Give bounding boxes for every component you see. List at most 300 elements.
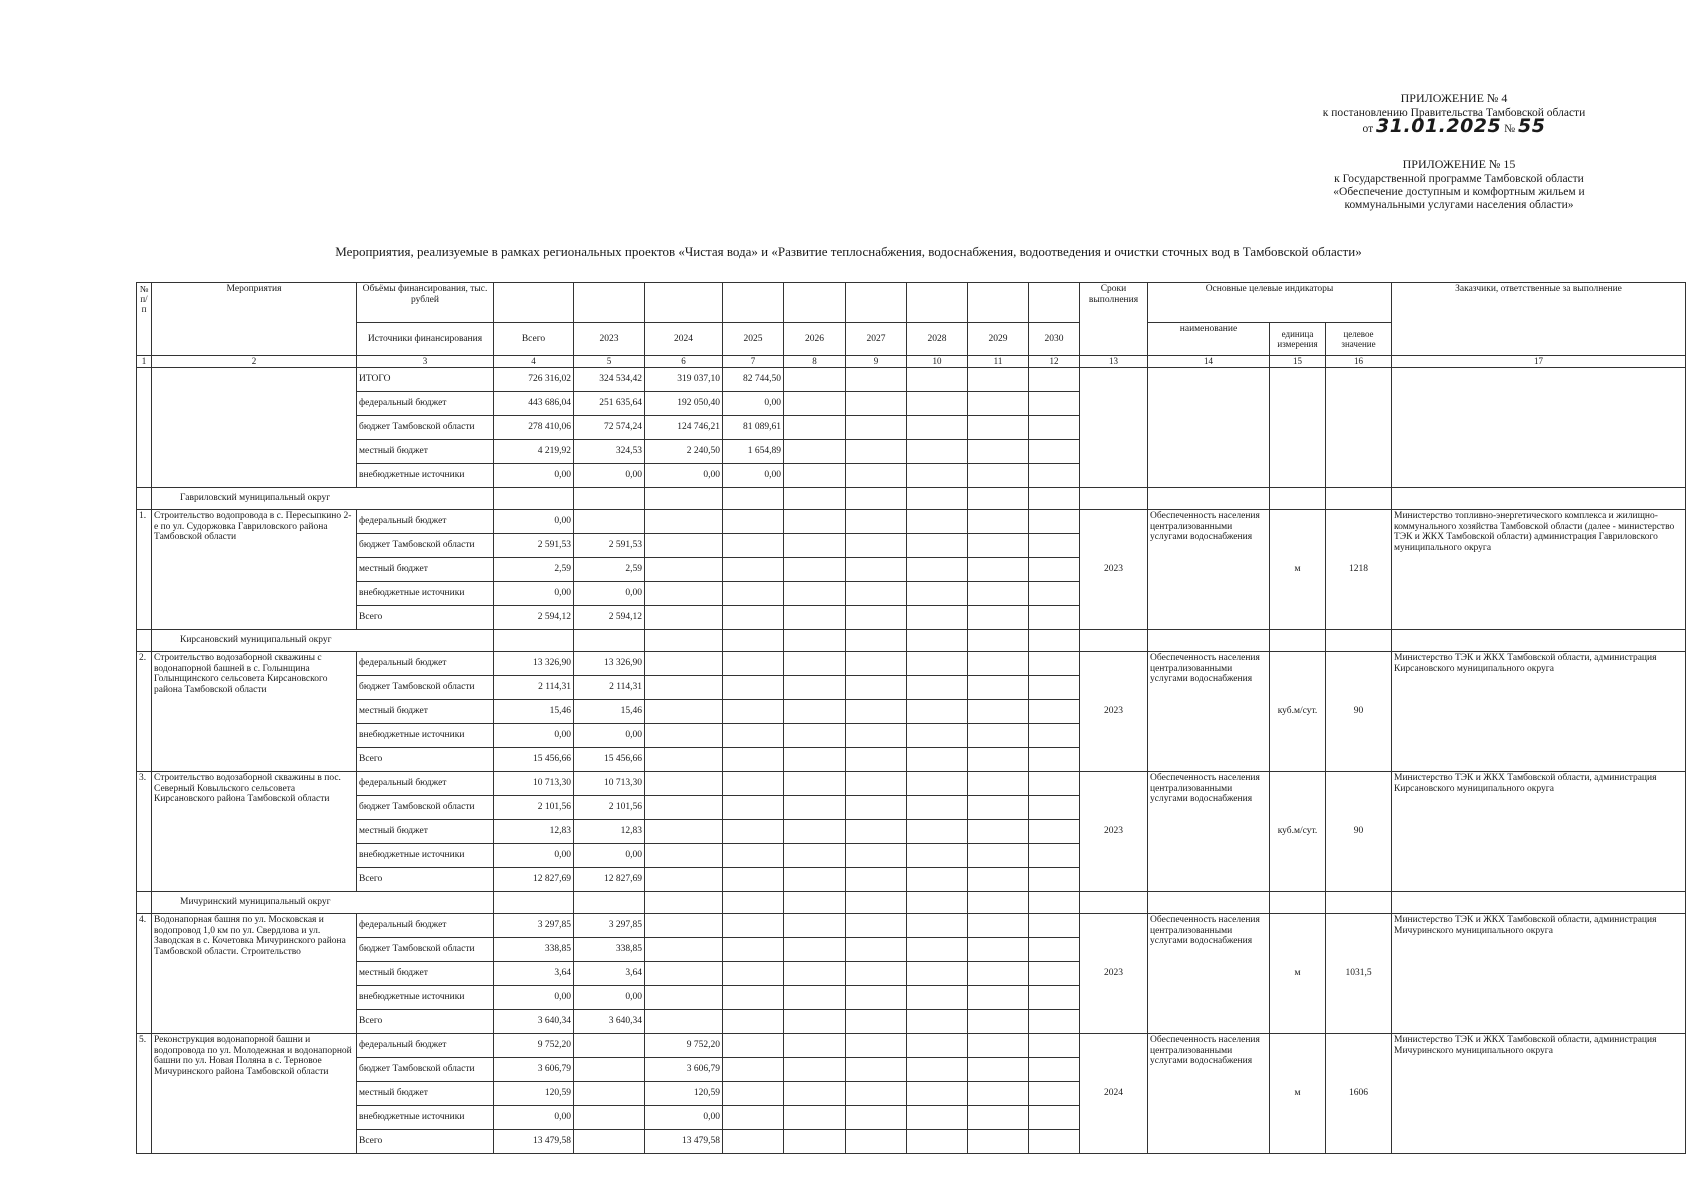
project-number: 4. [137,914,152,1034]
empty-cell [1029,440,1080,464]
project-target: 1606 [1326,1034,1392,1154]
empty-cell [723,844,784,868]
empty-cell [1029,914,1080,938]
col-header-2028: 2028 [907,323,968,356]
amount-cell: 12,83 [494,820,574,844]
amount-cell: 726 316,02 [494,368,574,392]
empty-cell [846,652,907,676]
source-cell: бюджет Тамбовской области [357,676,494,700]
empty-cell [968,558,1029,582]
appendix-4-date-line [1362,115,1546,137]
amount-cell: 278 410,06 [494,416,574,440]
project-customer: Министерство топливно-энергетического комплекса и жилищно-коммунального хозяйства Тамбовской области (далее - министерство ТЭК и ЖКХ Тамбовской области) администрация Гавриловского муниципального округа [1392,510,1686,630]
amount-cell: 324,53 [574,440,645,464]
amount-cell [645,700,723,724]
source-cell: бюджет Тамбовской области [357,416,494,440]
empty-cell [968,582,1029,606]
source-cell: федеральный бюджет [357,392,494,416]
empty-cell [907,606,968,630]
empty-cell [968,1082,1029,1106]
project-name: Водонапорная башня по ул. Московская и водопровод 1,0 км по ул. Свердлова и ул. Заводская в с. Кочетовка Мичуринского района Тамбовской области. Строительство [152,914,357,1034]
empty-cell [784,914,846,938]
amount-cell: 338,85 [574,938,645,962]
empty-cell [846,676,907,700]
amount-cell: 15 456,66 [494,748,574,772]
project-term: 2023 [1080,772,1148,892]
empty-cell [907,1010,968,1034]
amount-cell: 0,00 [494,464,574,488]
project-name: Строительство водозаборной скважины с водонапорной башней в с. Голынщина Голынщинского сельсовета Кирсановского района Тамбовской области [152,652,357,772]
amount-cell: 2 591,53 [494,534,574,558]
amount-cell: 3 297,85 [574,914,645,938]
empty-cell [907,464,968,488]
empty-cell [846,748,907,772]
empty-cell [968,488,1029,510]
empty-cell [846,606,907,630]
empty-cell [723,820,784,844]
empty-cell [1029,700,1080,724]
empty-cell [1029,416,1080,440]
empty-cell [907,1082,968,1106]
amount-cell: 2 101,56 [574,796,645,820]
project-row [137,510,1686,534]
empty-cell [723,652,784,676]
empty-cell [907,368,968,392]
amount-cell [645,582,723,606]
empty-cell [1029,510,1080,534]
empty-cell [494,488,574,510]
empty-cell [1080,630,1148,652]
empty-cell [723,1010,784,1034]
amount-cell: 0,00 [494,724,574,748]
column-number: 9 [846,356,907,368]
summary-row [137,368,1686,392]
appendix-15-line-2: «Обеспечение доступным и комфортным жильем и [1333,186,1585,198]
source-cell: местный бюджет [357,1082,494,1106]
events-table [136,282,1686,1154]
source-cell: внебюджетные источники [357,582,494,606]
empty-cell [968,868,1029,892]
empty-cell [1029,676,1080,700]
amount-cell: 2 594,12 [494,606,574,630]
empty-cell [968,914,1029,938]
empty-cell [1029,630,1080,652]
amount-cell [574,1058,645,1082]
empty-cell [784,630,846,652]
empty-cell [1029,938,1080,962]
empty-cell [1029,558,1080,582]
column-number: 7 [723,356,784,368]
column-number: 4 [494,356,574,368]
source-cell: местный бюджет [357,820,494,844]
source-cell: местный бюджет [357,558,494,582]
amount-cell: 13 326,90 [494,652,574,676]
empty-cell [723,1034,784,1058]
column-number: 15 [1270,356,1326,368]
empty-cell [907,772,968,796]
project-target: 1031,5 [1326,914,1392,1034]
source-cell: Всего [357,606,494,630]
source-cell: ИТОГО [357,368,494,392]
number-sign: № [1504,123,1516,135]
project-unit: куб.м/сут. [1270,772,1326,892]
empty-cell [968,724,1029,748]
empty-cell [784,582,846,606]
source-cell: бюджет Тамбовской области [357,534,494,558]
empty-cell [1029,534,1080,558]
empty-cell [907,558,968,582]
empty-cell [1029,820,1080,844]
empty-cell [1326,368,1392,488]
empty-cell [907,440,968,464]
empty-cell [907,914,968,938]
empty-cell [1270,630,1326,652]
amount-cell: 2 114,31 [574,676,645,700]
empty-cell [968,892,1029,914]
empty-cell [574,892,645,914]
empty-cell [907,630,968,652]
empty-cell [1392,488,1686,510]
empty-cell [1029,488,1080,510]
amount-cell: 0,00 [723,392,784,416]
amount-cell: 0,00 [574,724,645,748]
empty-cell [968,938,1029,962]
empty-cell [784,1082,846,1106]
amount-cell [574,1034,645,1058]
column-number: 11 [968,356,1029,368]
empty-cell [846,1034,907,1058]
empty-cell [784,892,846,914]
amount-cell: 251 635,64 [574,392,645,416]
col-header-2029: 2029 [968,323,1029,356]
empty-cell [137,488,152,510]
col-header-event: Мероприятия [152,283,357,356]
empty-cell [137,630,152,652]
empty-cell [846,558,907,582]
empty-cell [723,962,784,986]
empty-cell [907,1106,968,1130]
project-customer: Министерство ТЭК и ЖКХ Тамбовской области, администрация Кирсановского муниципального округа [1392,772,1686,892]
amount-cell: 2,59 [574,558,645,582]
amount-cell [645,652,723,676]
project-target: 90 [1326,772,1392,892]
empty-cell [846,464,907,488]
empty-cell [494,892,574,914]
amount-cell: 120,59 [494,1082,574,1106]
empty-cell [1148,892,1270,914]
amount-cell [645,510,723,534]
empty-cell [846,1010,907,1034]
empty-cell [1029,1034,1080,1058]
column-number: 17 [1392,356,1686,368]
empty-cell [784,606,846,630]
col-header-2025: 2025 [723,323,784,356]
source-cell: федеральный бюджет [357,772,494,796]
amount-cell [574,1106,645,1130]
amount-cell: 2 101,56 [494,796,574,820]
empty-cell [1029,1130,1080,1154]
empty-cell [907,1130,968,1154]
empty-cell [846,962,907,986]
project-customer: Министерство ТЭК и ЖКХ Тамбовской области, администрация Мичуринского муниципального округа [1392,914,1686,1034]
source-cell: федеральный бюджет [357,1034,494,1058]
amount-cell: 0,00 [574,582,645,606]
empty-cell [784,392,846,416]
empty-cell [1270,488,1326,510]
amount-cell: 0,00 [645,464,723,488]
empty-cell [574,630,645,652]
empty-cell [968,796,1029,820]
empty-cell [1326,630,1392,652]
amount-cell [645,962,723,986]
source-cell: внебюджетные источники [357,1106,494,1130]
empty-cell [1326,488,1392,510]
source-cell: бюджет Тамбовской области [357,938,494,962]
empty-cell [784,510,846,534]
date-prefix: от [1362,123,1374,135]
project-name: Строительство водозаборной скважины в пос. Северный Ковыльского сельсовета Кирсановского района Тамбовской области [152,772,357,892]
empty-cell [1029,748,1080,772]
empty-cell [846,1130,907,1154]
empty-cell [907,962,968,986]
empty-cell [784,440,846,464]
source-cell: федеральный бюджет [357,914,494,938]
empty-cell [784,368,846,392]
empty-cell [645,892,723,914]
amount-cell: 319 037,10 [645,368,723,392]
project-term: 2023 [1080,510,1148,630]
empty-cell [784,986,846,1010]
project-unit: м [1270,914,1326,1034]
empty-cell [968,464,1029,488]
empty-cell [846,914,907,938]
column-number: 1 [137,356,152,368]
project-unit: куб.м/сут. [1270,652,1326,772]
empty-cell [1392,630,1686,652]
project-term: 2023 [1080,652,1148,772]
empty-cell [968,962,1029,986]
col-header-name: наименование [1148,323,1270,356]
empty-cell [907,724,968,748]
amount-cell: 13 479,58 [645,1130,723,1154]
empty-cell [784,844,846,868]
amount-cell: 338,85 [494,938,574,962]
amount-cell [645,724,723,748]
empty-cell [645,488,723,510]
empty-cell [723,772,784,796]
empty-cell [1148,630,1270,652]
section-row [137,630,1686,652]
empty-cell [846,488,907,510]
empty-cell [907,416,968,440]
empty-cell [723,1130,784,1154]
empty-cell [1029,724,1080,748]
header-blank [846,283,907,323]
empty-cell [907,652,968,676]
amount-cell: 10 713,30 [574,772,645,796]
column-number: 13 [1080,356,1148,368]
amount-cell: 72 574,24 [574,416,645,440]
amount-cell: 443 686,04 [494,392,574,416]
amount-cell: 324 534,42 [574,368,645,392]
project-indicator: Обеспеченность населения централизованными услугами водоснабжения [1148,914,1270,1034]
empty-cell [907,700,968,724]
empty-cell [494,630,574,652]
empty-cell [723,582,784,606]
amount-cell: 0,00 [645,1106,723,1130]
empty-cell [723,1106,784,1130]
amount-cell: 13 326,90 [574,652,645,676]
section-row [137,892,1686,914]
empty-cell [846,392,907,416]
section-title: Кирсановский муниципальный округ [152,630,494,652]
empty-cell [907,868,968,892]
empty-cell [968,1010,1029,1034]
handwritten-date: 31.01.2025 [1376,115,1502,137]
empty-cell [784,534,846,558]
empty-cell [846,534,907,558]
amount-cell [574,510,645,534]
empty-cell [723,1082,784,1106]
source-cell: местный бюджет [357,700,494,724]
empty-cell [968,440,1029,464]
empty-cell [1326,892,1392,914]
amount-cell: 0,00 [494,986,574,1010]
amount-cell: 0,00 [494,582,574,606]
empty-cell [1029,844,1080,868]
amount-cell: 0,00 [494,510,574,534]
amount-cell: 15,46 [494,700,574,724]
amount-cell: 15,46 [574,700,645,724]
project-target: 90 [1326,652,1392,772]
column-number: 12 [1029,356,1080,368]
appendix-4-line: к постановлению Правительства Тамбовской области [1322,107,1586,119]
empty-cell [1029,606,1080,630]
empty-cell [1392,368,1686,488]
section-title: Гавриловский муниципальный округ [152,488,494,510]
col-header-customers: Заказчики, ответственные за выполнение [1392,283,1686,356]
empty-cell [968,700,1029,724]
empty-cell [968,772,1029,796]
empty-cell [723,606,784,630]
amount-cell: 12,83 [574,820,645,844]
empty-cell [784,464,846,488]
empty-cell [784,1034,846,1058]
col-header-total: Всего [494,323,574,356]
empty-cell [723,510,784,534]
project-indicator: Обеспеченность населения централизованными услугами водоснабжения [1148,652,1270,772]
amount-cell [645,796,723,820]
empty-cell [784,652,846,676]
empty-cell [1029,1106,1080,1130]
empty-cell [784,796,846,820]
amount-cell: 3 640,34 [494,1010,574,1034]
empty-cell [907,986,968,1010]
empty-cell [907,938,968,962]
appendix-4-title: ПРИЛОЖЕНИЕ № 4 [1400,91,1508,105]
empty-cell [1148,488,1270,510]
amount-cell [645,606,723,630]
empty-cell [723,630,784,652]
empty-cell [784,1010,846,1034]
empty-cell [723,534,784,558]
project-term: 2023 [1080,914,1148,1034]
empty-cell [968,748,1029,772]
empty-cell [968,416,1029,440]
amount-cell: 0,00 [574,464,645,488]
empty-cell [907,1058,968,1082]
source-cell: внебюджетные источники [357,844,494,868]
amount-cell: 9 752,20 [494,1034,574,1058]
header-blank [574,283,645,323]
amount-cell: 192 050,40 [645,392,723,416]
project-indicator: Обеспеченность населения централизованными услугами водоснабжения [1148,772,1270,892]
project-row [137,772,1686,796]
amount-cell: 124 746,21 [645,416,723,440]
empty-cell [723,676,784,700]
project-number: 3. [137,772,152,892]
col-header-2027: 2027 [846,323,907,356]
empty-cell [968,510,1029,534]
empty-cell [907,510,968,534]
col-header-target: целевое значение [1326,323,1392,356]
empty-cell [784,700,846,724]
empty-cell [968,676,1029,700]
source-cell: местный бюджет [357,440,494,464]
project-indicator: Обеспеченность населения централизованными услугами водоснабжения [1148,1034,1270,1154]
empty-cell [968,1106,1029,1130]
col-header-2030: 2030 [1029,323,1080,356]
empty-cell [784,1130,846,1154]
empty-cell [968,1034,1029,1058]
column-number: 3 [357,356,494,368]
project-row [137,914,1686,938]
empty-cell [1029,892,1080,914]
empty-cell [784,1106,846,1130]
column-number-row [137,356,1686,368]
empty-cell [723,1058,784,1082]
header-blank [645,283,723,323]
amount-cell [645,534,723,558]
header-blank [968,283,1029,323]
header-blank [784,283,846,323]
amount-cell: 3 606,79 [645,1058,723,1082]
empty-cell [784,1058,846,1082]
col-header-2024: 2024 [645,323,723,356]
column-number: 14 [1148,356,1270,368]
empty-cell [846,772,907,796]
amount-cell: 13 479,58 [494,1130,574,1154]
amount-cell [645,772,723,796]
amount-cell [645,820,723,844]
source-cell: внебюджетные источники [357,464,494,488]
empty-cell [968,986,1029,1010]
section-row [137,488,1686,510]
column-number: 6 [645,356,723,368]
amount-cell: 3 297,85 [494,914,574,938]
empty-cell [723,914,784,938]
amount-cell: 3 606,79 [494,1058,574,1082]
empty-cell [784,558,846,582]
empty-cell [784,938,846,962]
source-cell: Всего [357,748,494,772]
empty-cell [137,892,152,914]
empty-cell [784,772,846,796]
amount-cell [574,1130,645,1154]
amount-cell: 120,59 [645,1082,723,1106]
empty-cell [907,392,968,416]
amount-cell [645,986,723,1010]
